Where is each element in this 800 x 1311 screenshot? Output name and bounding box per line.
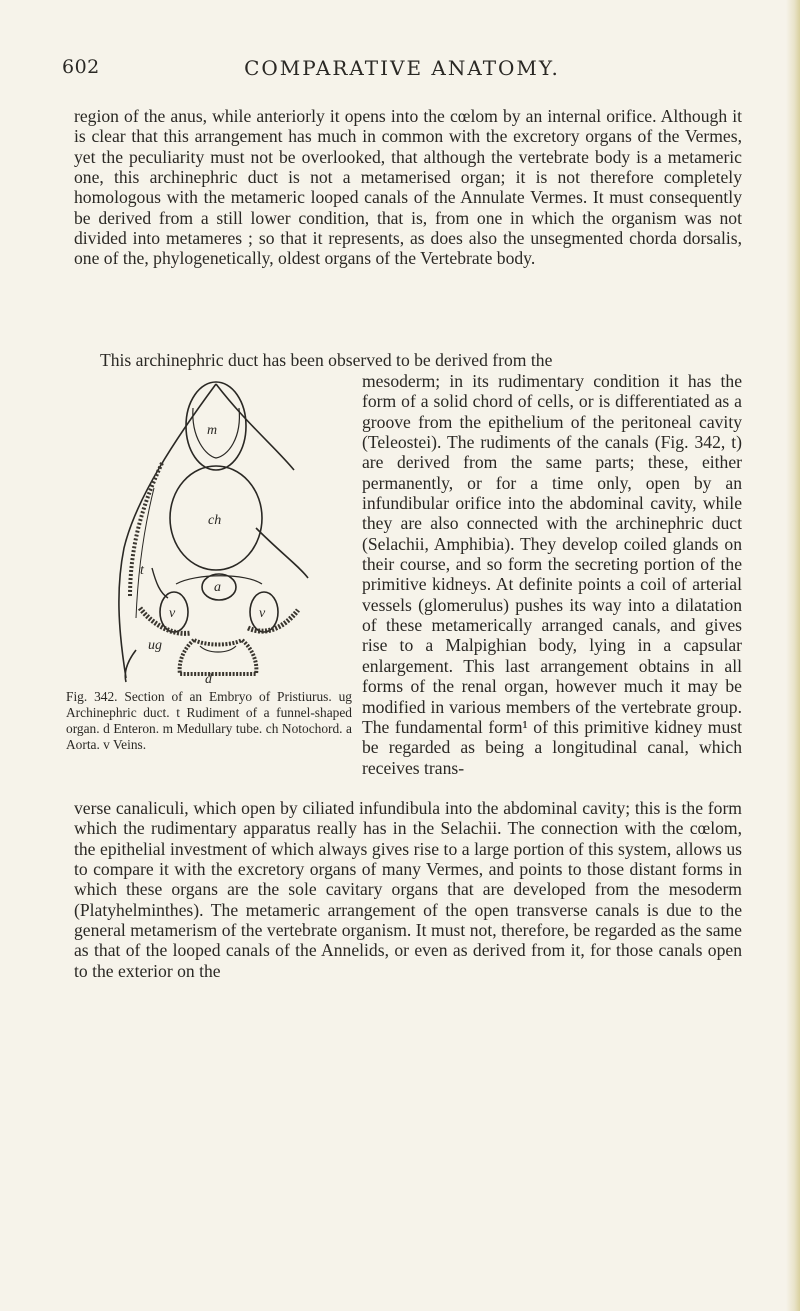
label-ch: ch	[208, 513, 222, 528]
skin-hatching-left	[130, 463, 162, 598]
archinephric-duct-right	[248, 610, 298, 631]
label-d: d	[205, 672, 212, 683]
label-a: a	[214, 580, 221, 595]
page-edge-shadow	[786, 0, 800, 1311]
body-outline-left	[119, 384, 216, 678]
paragraph-wrapped-beside-figure: mesoderm; in its rudimentary condition it has the form of a solid chord of cells, or is differentiated as a groove from the epithelium of the peritoneal cavity (Teleostei). The rudiments of the canals (Fig. 342, t) are derived from the same parts; these, either permanently, or for a time only, open by an infundibular orifice into the abdominal cavity, while they are also connected with the archinephric duct (Selachii, Amphibia). They develop coiled glands on their course, and so form the secreting portion of the primitive kidneys. At definite points a coil of arterial vessels (glomerulus) pushes its way into a dilatation of these metamerically arranged canals, and gives rise to a Malpighian body, lying in a capsular enlargement. This last arrangement obtains in all forms of the renal organ, however much it may be modified in various members of the vertebrate group. The fundamental form¹ of this primitive kidney must be regarded as being a longitudinal canal, which receives trans-	[362, 371, 742, 778]
paragraph-continuation-first-line: This archinephric duct has been observed to be derived from the	[100, 350, 553, 370]
figure-caption	[66, 689, 352, 753]
page-number: 602	[62, 56, 100, 78]
running-title: COMPARATIVE ANATOMY.	[244, 56, 560, 80]
label-ug: ug	[148, 638, 162, 653]
figure-342-embryo-section	[96, 378, 336, 683]
label-v-left: v	[169, 606, 176, 621]
paragraph-bottom: verse canaliculi, which open by ciliated infundibula into the abdominal cavity; this is the form which the rudimentary apparatus really has in the Selachii. The connection with the cœlom, the epithelial investment of which always gives rise to a large portion of this system, allows us to compare it with the excretory organs of many Vermes, and points to those distant forms in which these organs are the sole cavitary organs that are developed from the mesoderm (Platyhelminthes). The metameric arrangement of the open transverse canals is due to the general metamerism of the vertebrate organism. It must not, therefore, be regarded as the same as that of the looped canals of the Annelids, or even as derived from it, for those canals open to the exterior on the	[74, 798, 742, 981]
body-outline-right-lower	[256, 528, 308, 578]
caption-fig-label: Fig. 342.	[66, 689, 118, 704]
label-v-right: v	[259, 606, 266, 621]
caption-text: Section of an Embryo of Pristiurus. ug Archinephric duct. t Rudiment of a funnel-shaped organ. d Enteron. m Medullary tube. ch Notochord. a Aorta. v Veins.	[66, 689, 352, 752]
archinephric-duct-left	[140, 608, 191, 633]
label-m: m	[207, 423, 218, 438]
page-header	[62, 56, 742, 84]
label-t: t	[140, 563, 144, 578]
body-outline-right	[216, 384, 294, 470]
paragraph-top: region of the anus, while anteriorly it opens into the cœlom by an internal orifice. Although it is clear that this arrangement has much in common with the excretory organs of the Vermes, yet the peculiarity must not be overlooked, that although the vertebrate body is a metameric one, this archinephric duct is not a metamerised organ; it is not therefore completely homologous with the metameric looped canals of the Annulate Vermes. It must consequently be derived from a still lower condition, that is, from one in which the organism was not divided into metameres ; so that it represents, as does also the unsegmented chorda dorsalis, one of the, phylogenetically, oldest organs of the Vertebrate body.	[74, 106, 742, 269]
enteron	[180, 640, 257, 674]
funnel-rudiment	[152, 568, 168, 598]
